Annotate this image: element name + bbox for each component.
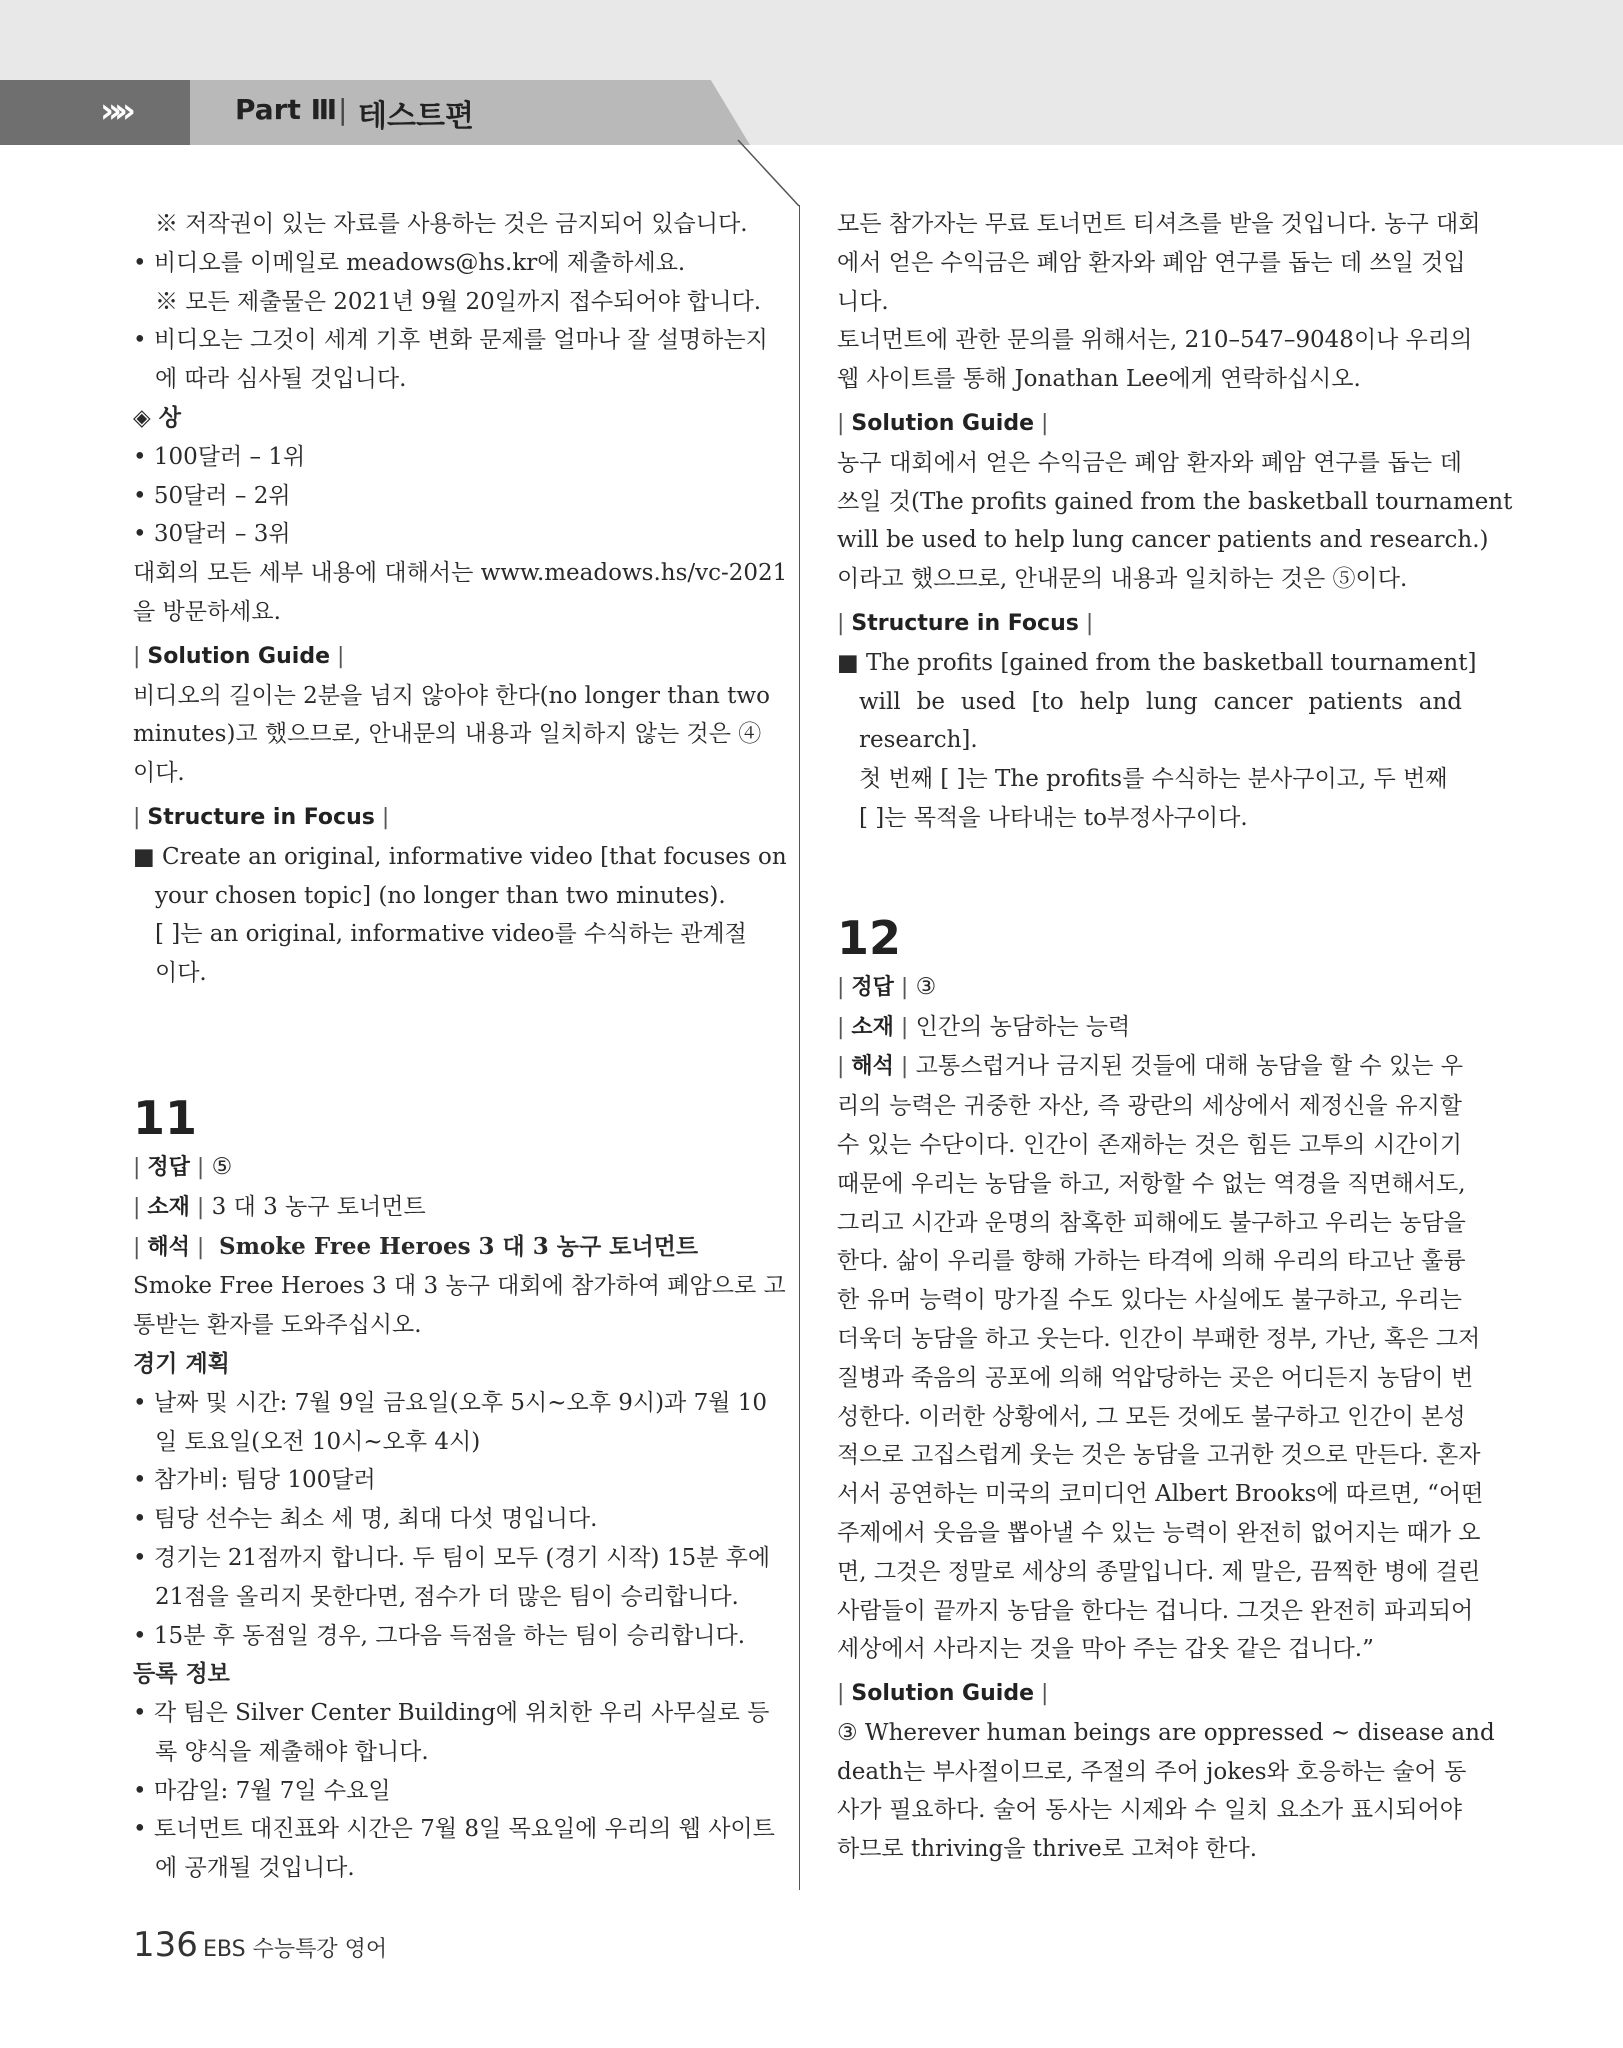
registration-heading: 등록 정보 [133,1660,230,1688]
solution-guide-label: | Solution Guide | [837,1681,1049,1707]
structure-line: 첫 번째 [ ]는 The profits를 수식하는 분사구이고, 두 번째 [859,766,1448,793]
solution-line: 쓰일 것(The profits gained from the basketball tournament [837,488,1513,515]
continued-line: 웹 사이트를 통해 Jonathan Lee에게 연락하십시오. [837,366,1361,393]
prize-item: • 100달러 – 1위 [133,443,306,470]
notice-line: ※ 모든 제출물은 2021년 9월 20일까지 접수되어야 합니다. [155,288,762,315]
solution-line: death는 부사절이므로, 주절의 주어 jokes와 호응하는 술어 동 [837,1758,1467,1785]
notice-line: • 비디오를 이메일로 meadows@hs.kr에 제출하세요. [133,249,686,276]
translation-line: 서서 공연하는 미국의 코미디언 Albert Brooks에 따르면, “어떤 [837,1481,1484,1508]
translation-title-row: | 해석 | Smoke Free Heroes 3 대 3 농구 토너먼트 [133,1232,699,1260]
structure-label: | Structure in Focus | [837,610,1094,636]
continued-line: 에서 얻은 수익금은 폐암 환자와 폐암 연구를 돕는 데 쓰일 것입 [837,249,1466,276]
question-number: 11 [133,1090,198,1145]
registration-line: • 각 팀은 Silver Center Building에 위치한 우리 사무실로 등 [133,1700,770,1727]
solution-line: 하므로 thriving을 thrive로 고쳐야 한다. [837,1836,1258,1863]
prize-item: • 30달러 – 3위 [133,521,291,548]
answer-row: | 정답 | ③ [837,973,937,1000]
plan-line: • 팀당 선수는 최소 세 명, 최대 다섯 명입니다. [133,1506,598,1533]
notice-line: 에 따라 심사될 것입니다. [155,366,407,393]
plan-line: 일 토요일(오전 10시~오후 4시) [155,1428,481,1455]
translation-line: 세상에서 사라지는 것을 막아 주는 갑옷 같은 겁니다.” [837,1636,1374,1663]
continued-line: 토너먼트에 관한 문의를 위해서는, 210–547–9048이나 우리의 [837,327,1473,354]
solution-guide-label: | Solution Guide | [837,410,1049,436]
structure-line: [ ]는 목적을 나타내는 to부정사구이다. [859,804,1248,831]
prize-heading: ◈ 상 [133,403,181,431]
translation-line: 리의 능력은 귀중한 자산, 즉 광란의 세상에서 제정신을 유지할 [837,1093,1462,1120]
translation-line: 주제에서 웃음을 뽑아낼 수 있는 능력이 완전히 없어지는 때가 오 [837,1519,1481,1546]
book-title: EBS 수능특강 영어 [203,1937,388,1962]
translation-line: 질병과 죽음의 공포에 의해 억압당하는 곳은 어디든지 농담이 번 [837,1364,1474,1391]
registration-line: • 마감일: 7월 7일 수요일 [133,1777,391,1804]
translation-line: 한다. 삶이 우리를 향해 가하는 타격에 의해 우리의 타고난 훌륭 [837,1248,1466,1275]
prize-item: • 50달러 – 2위 [133,482,291,509]
translation-line: 사람들이 끝까지 농담을 한다는 겁니다. 그것은 완전히 파괴되어 [837,1597,1474,1624]
translation-line: 때문에 우리는 농담을 하고, 저항할 수 없는 역경을 직면해서도, [837,1170,1466,1197]
structure-label: | Structure in Focus | [133,804,390,830]
solution-line: 이라고 했으므로, 안내문의 내용과 일치하는 것은 ⑤이다. [837,566,1408,593]
solution-line: minutes)고 했으므로, 안내문의 내용과 일치하지 않는 것은 ④ [133,721,762,748]
right-column [837,205,1513,1869]
translation-line: 면, 그것은 정말로 세상의 종말입니다. 제 말은, 끔찍한 병에 걸린 [837,1558,1481,1585]
intro-line: Smoke Free Heroes 3 대 3 농구 대회에 참가하여 폐암으로 고 [133,1273,786,1300]
continued-line: 모든 참가자는 무료 토너먼트 티셔츠를 받을 것입니다. 농구 대회 [837,211,1481,237]
solution-line: 농구 대회에서 얻은 수익금은 폐암 환자와 폐암 연구를 돕는 데 [837,449,1462,476]
solution-line: will be used to help lung cancer patients and research.) [837,527,1489,554]
translation-line: 수 있는 수단이다. 인간이 존재하는 것은 힘든 고투의 시간이기 [837,1131,1462,1158]
structure-line: ■ The profits [gained from the basketball tournament] [837,649,1477,676]
page-number: 136 [133,1925,198,1965]
page-footer [133,1925,387,1965]
question-number: 12 [837,910,902,965]
column-divider [799,205,800,1890]
notice-line: ※ 저작권이 있는 자료를 사용하는 것은 금지되어 있습니다. [155,211,748,237]
registration-line: • 토너먼트 대진표와 시간은 7월 8일 목요일에 우리의 웹 사이트 [133,1816,775,1843]
intro-line: 통받는 환자를 도와주십시오. [133,1312,422,1339]
translation-first-line: | 해석 | 고통스럽거나 금지된 것들에 대해 농담을 할 수 있는 우 [837,1053,1463,1080]
solution-line: 비디오의 길이는 2분을 넘지 않아야 한다(no longer than two [133,682,770,709]
registration-line: 록 양식을 제출해야 합니다. [155,1738,429,1765]
structure-line: research]. [859,727,978,754]
solution-guide-label: | Solution Guide | [133,643,345,669]
plan-line: • 날짜 및 시간: 7월 9일 금요일(오후 5시~오후 9시)과 7월 10 [133,1389,768,1416]
plan-line: • 경기는 21점까지 합니다. 두 팀이 모두 (경기 시작) 15분 후에 [133,1544,771,1571]
translation-line: 성한다. 이러한 상황에서, 그 모든 것에도 불구하고 인간이 본성 [837,1403,1466,1430]
translation-line: 그리고 시간과 운명의 참혹한 피해에도 불구하고 우리는 농담을 [837,1209,1466,1236]
plan-line: 21점을 올리지 못한다면, 점수가 더 많은 팀이 승리합니다. [155,1583,739,1610]
translation-line: 적으로 고집스럽게 웃는 것은 농담을 고귀한 것으로 만든다. 혼자 [837,1442,1481,1469]
structure-line: 이다. [155,960,207,987]
solution-line: 사가 필요하다. 술어 동사는 시제와 수 일치 요소가 표시되어야 [837,1797,1462,1824]
translation-line: 한 유머 능력이 망가질 수도 있다는 사실에도 불구하고, 우리는 [837,1287,1462,1314]
topic-row: | 소재 | 인간의 농담하는 능력 [837,1013,1131,1040]
structure-line: ■ Create an original, informative video [that focuses on [133,843,787,870]
header-title: 테스트편 [358,99,474,134]
plan-line: • 참가비: 팀당 100달러 [133,1467,376,1494]
header-part: Part Ⅲ [235,93,338,126]
plan-heading: 경기 계획 [133,1349,230,1377]
chevron-right-icon: »» [100,91,128,131]
solution-line: ③ Wherever human beings are oppressed ~ disease and [837,1719,1495,1746]
visit-line: 대회의 모든 세부 내용에 대해서는 www.meadows.hs/vc-2021 [133,560,788,587]
topic-row: | 소재 | 3 대 3 농구 토너먼트 [133,1193,426,1220]
translation-line: 더욱더 농담을 하고 웃는다. 인간이 부패한 정부, 가난, 혹은 그저 [837,1325,1481,1352]
header-separator: | [338,93,348,126]
solution-line: 이다. [133,760,185,787]
visit-line: 을 방문하세요. [133,598,281,625]
structure-line: your chosen topic] (no longer than two minutes). [155,882,726,909]
structure-line: will be used [to help lung cancer patients and [859,688,1462,715]
structure-line: [ ]는 an original, informative video를 수식하는 관계절 [155,921,747,948]
continued-line: 니다. [837,288,889,315]
notice-line: • 비디오는 그것이 세계 기후 변화 문제를 얼마나 잘 설명하는지 [133,327,768,354]
left-column [133,205,788,1888]
answer-row: | 정답 | ⑤ [133,1153,233,1180]
registration-line: 에 공개될 것입니다. [155,1855,355,1882]
plan-line: • 15분 후 동점일 경우, 그다음 득점을 하는 팀이 승리합니다. [133,1622,746,1649]
